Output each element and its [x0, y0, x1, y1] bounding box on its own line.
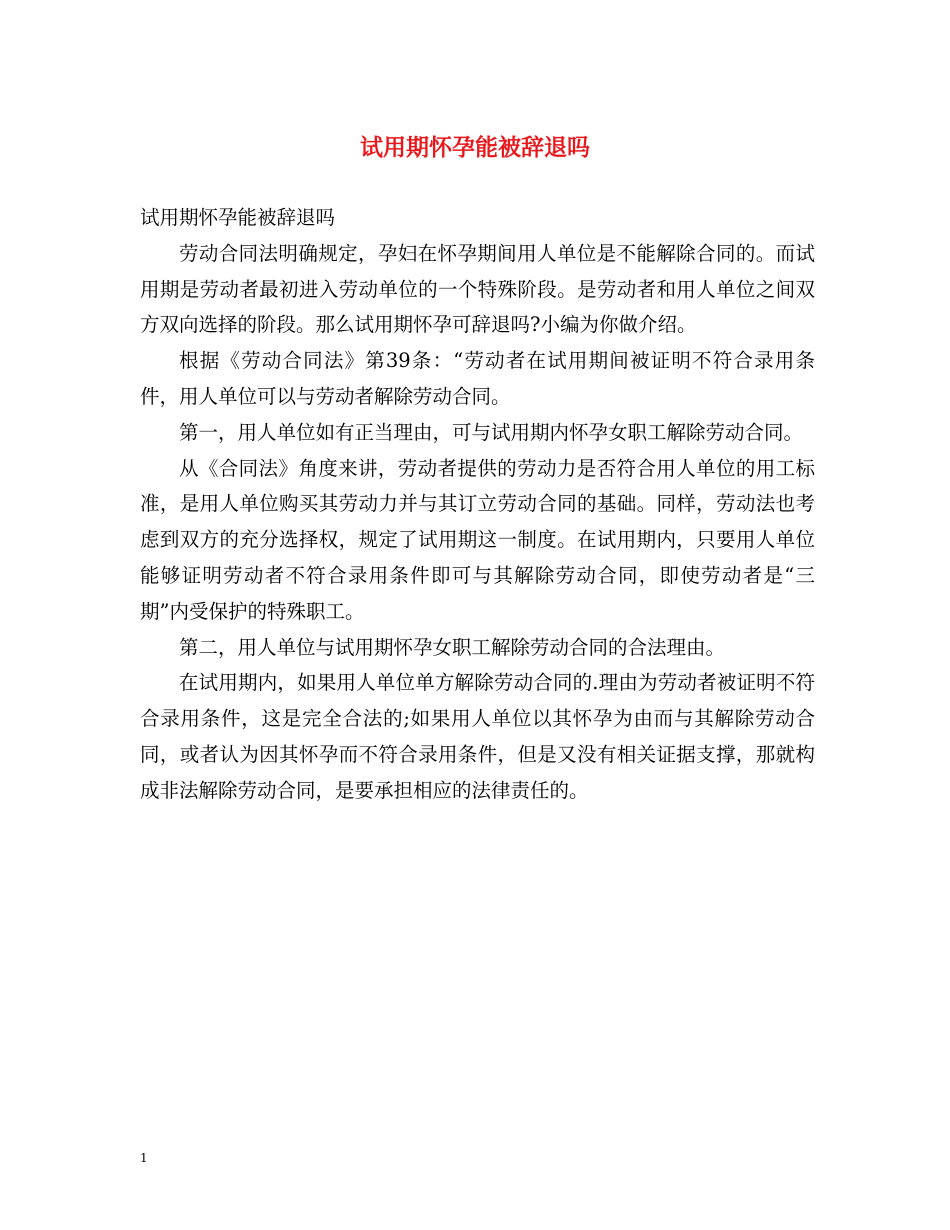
body-paragraph: 在试用期内，如果用人单位单方解除劳动合同的.理由为劳动者被证明不符合录用条件，这是完全合法的;如果用人单位以其怀孕为由而与其解除劳动合同，或者认为因其怀孕而不符合录用条件，但是又没有相关证据支撑，那就构成非法解除劳动合同，是要承担相应的法律责任的。: [140, 671, 815, 802]
body-paragraph: 劳动合同法明确规定，孕妇在怀孕期间用人单位是不能解除合同的。而试用期是劳动者最初进入劳动单位的一个特殊阶段。是劳动者和用人单位之间双方双向选择的阶段。那么试用期怀孕可辞退吗?小编为你做介绍。: [140, 241, 815, 337]
document-title: 试用期怀孕能被辞退吗: [360, 134, 590, 161]
body-paragraph: 第一，用人单位如有正当理由，可与试用期内怀孕女职工解除劳动合同。: [179, 420, 804, 444]
body-heading-paragraph: 试用期怀孕能被辞退吗: [140, 206, 336, 229]
body-paragraph: 根据《劳动合同法》第39条：“劳动者在试用期间被证明不符合录用条件，用人单位可以与劳动者解除劳动合同。: [140, 349, 815, 408]
body-paragraph: 第二，用人单位与试用期怀孕女职工解除劳动合同的合法理由。: [179, 635, 726, 659]
document-body: [140, 200, 815, 809]
body-paragraph: 从《合同法》角度来讲，劳动者提供的劳动力是否符合用人单位的用工标准，是用人单位购买其劳动力并与其订立劳动合同的基础。同样，劳动法也考虑到双方的充分选择权，规定了试用期这一制度。在试用期内，只要用人单位能够证明劳动者不符合录用条件即可与其解除劳动合同，即使劳动者是“三期”内受保护的特殊职工。: [140, 456, 815, 623]
page-number: 1: [140, 1151, 148, 1165]
